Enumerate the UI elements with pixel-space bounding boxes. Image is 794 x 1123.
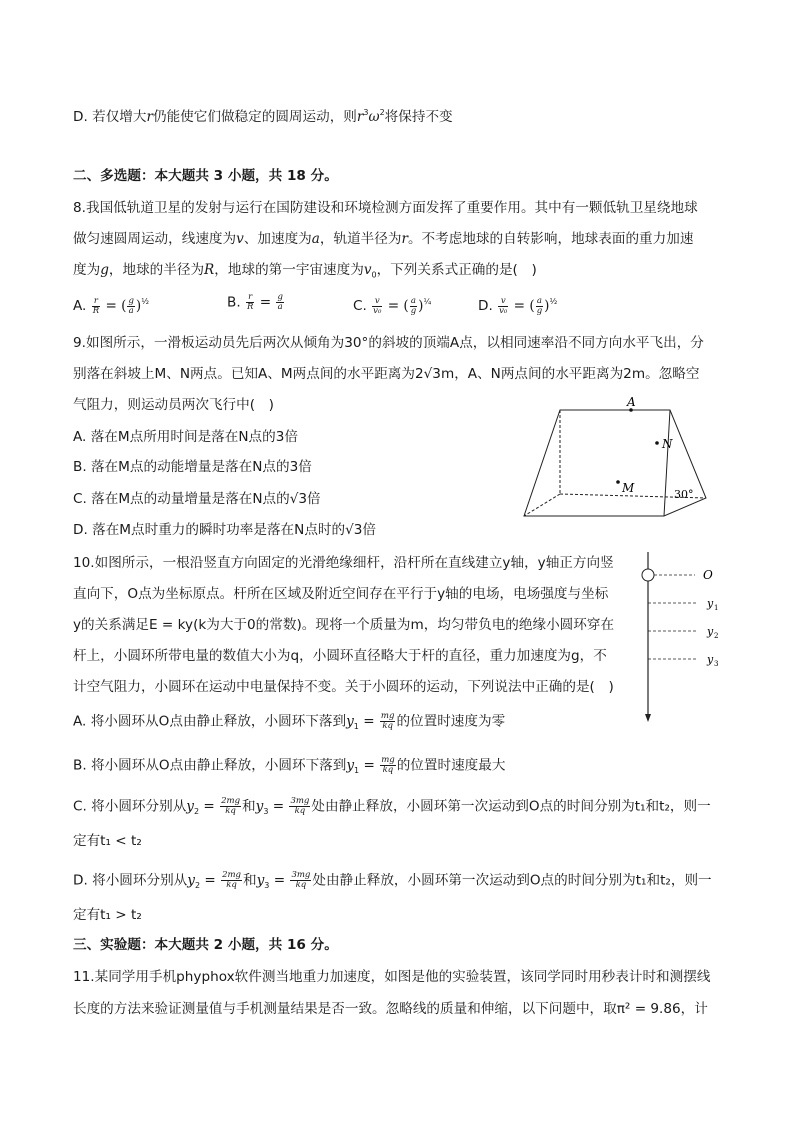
q8-line-2: 做匀速圆周运动，线速度为v、加速度为a，轨道半径为r。不考虑地球的自转影响，地球表面的重力加速 bbox=[73, 231, 694, 247]
q9-line-3: 气阻力，则运动员两次飞行中( ) bbox=[73, 397, 274, 413]
q8-option-b[interactable]: B. $\frac{r}{R}$ = $\frac{g}{a}$ bbox=[227, 292, 283, 312]
q7-option-d: D. 若仅增大r仍能使它们做稳定的圆周运动，则$r^3\omega^2$将保持不变 bbox=[73, 108, 453, 125]
angle-label: 30° bbox=[674, 488, 694, 501]
point-a-label: A bbox=[627, 395, 636, 409]
q8-line-1: 8.我国低轨道卫星的发射与运行在国防建设和环境检测方面发挥了重要作用。其中有一颗低轨卫星绕地球 bbox=[73, 200, 698, 216]
y2-subscript: 2 bbox=[714, 632, 719, 640]
y3-subscript: 3 bbox=[714, 660, 719, 668]
q10-option-a[interactable]: A. 将小圆环从O点由静止释放，小圆环下落到$y_1$ = $\frac{mg}{kq}$ 的位置时速度为零 bbox=[73, 711, 506, 732]
q9-option-d[interactable]: D. 落在M点时重力的瞬时功率是落在N点时的√3倍 bbox=[73, 522, 377, 538]
q8-option-a[interactable]: A. $\frac{r}{R}$ = ( $\frac{g}{a}$ )$^{\frac{1}{2}}$ bbox=[73, 295, 149, 316]
q10-option-b[interactable]: B. 将小圆环从O点由静止释放，小圆环下落到$y_1$ = $\frac{mg}{kq}$ 的位置时速度最大 bbox=[73, 755, 506, 776]
q8-option-c[interactable]: C. $\frac{v}{\text{v₀}}$ = ( $\frac{a}{g}$ )$^{\frac{1}{4}}$ bbox=[353, 295, 432, 316]
origin-label: O bbox=[703, 568, 713, 582]
q8-line-3: 度为g，地球的半径为R，地球的第一宇宙速度为$v_0$，下列关系式正确的是( ) bbox=[73, 262, 537, 280]
q10-line-2: 直向下，O点为坐标原点。杆所在区域及附近空间存在平行于y轴的电场，电场强度与坐标 bbox=[73, 586, 609, 602]
y1-subscript: 1 bbox=[714, 604, 719, 612]
slope-figure bbox=[520, 390, 720, 525]
q10-option-d[interactable]: D. 将小圆环分别从$y_2$ = $\frac{2mg}{kq}$ 和$y_3$ = $\frac{3mg}{kq}$ 处由静止释放，小圆环第一次运动到O点的时间分别为t₁和t₂，则一 bbox=[73, 870, 712, 891]
y3-label: y bbox=[707, 653, 714, 666]
q10-line-5: 计空气阻力，小圆环在运动中电量保持不变。关于小圆环的运动，下列说法中正确的是( ) bbox=[73, 679, 614, 695]
q10-option-d-cont: 定有t₁ > t₂ bbox=[73, 907, 142, 923]
point-n-label: N bbox=[662, 437, 673, 451]
q8-option-d[interactable]: D. $\frac{v}{\text{v₀}}$ = ( $\frac{a}{g}$ )$^{\frac{1}{2}}$ bbox=[478, 295, 558, 316]
q10-line-3: y的关系满足E = ky(k为大于0的常数)。现将一个质量为m，均匀带负电的绝缘小圆环穿在 bbox=[73, 617, 615, 633]
q10-line-4: 杆上，小圆环所带电量的数值大小为q，小圆环直径略大于杆的直径，重力加速度为g，不 bbox=[73, 648, 607, 664]
q11-line-2: 长度的方法来验证测量值与手机测量结果是否一致。忽略线的质量和伸缩，以下问题中，取π² = 9.86，计 bbox=[73, 1001, 708, 1017]
y2-label: y bbox=[707, 625, 714, 638]
q9-option-b[interactable]: B. 落在M点的动能增量是落在N点的3倍 bbox=[73, 459, 312, 475]
y1-label: y bbox=[707, 597, 714, 610]
q10-option-c[interactable]: C. 将小圆环分别从$y_2$ = $\frac{2mg}{kq}$ 和$y_3$ = $\frac{3mg}{kq}$ 处由静止释放，小圆环第一次运动到O点的时间分别为t₁和t₂，则一 bbox=[73, 796, 711, 817]
section-2-title: 二、多选题：本大题共 3 小题，共 18 分。 bbox=[73, 168, 338, 184]
rod-figure bbox=[635, 548, 730, 726]
q9-line-2: 别落在斜坡上M、N两点。已知A、M两点间的水平距离为2√3m，A、N两点间的水平距离为2m。忽略空 bbox=[73, 366, 700, 382]
section-3-title: 三、实验题：本大题共 2 小题，共 16 分。 bbox=[73, 937, 338, 953]
point-m-label: M bbox=[622, 481, 635, 495]
q10-option-c-cont: 定有t₁ < t₂ bbox=[73, 833, 142, 849]
q9-option-a[interactable]: A. 落在M点所用时间是落在N点的3倍 bbox=[73, 429, 298, 445]
q9-option-c[interactable]: C. 落在M点的动量增量是落在N点的√3倍 bbox=[73, 491, 321, 507]
q10-line-1: 10.如图所示，一根沿竖直方向固定的光滑绝缘细杆，沿杆所在直线建立y轴，y轴正方向竖 bbox=[73, 555, 614, 571]
q9-line-1: 9.如图所示，一滑板运动员先后两次从倾角为30°的斜坡的顶端A点，以相同速率沿不同方向水平飞出，分 bbox=[73, 335, 704, 351]
q11-line-1: 11.某同学用手机phyphox软件测当地重力加速度，如图是他的实验装置，该同学同时用秒表计时和测摆线 bbox=[73, 969, 711, 985]
